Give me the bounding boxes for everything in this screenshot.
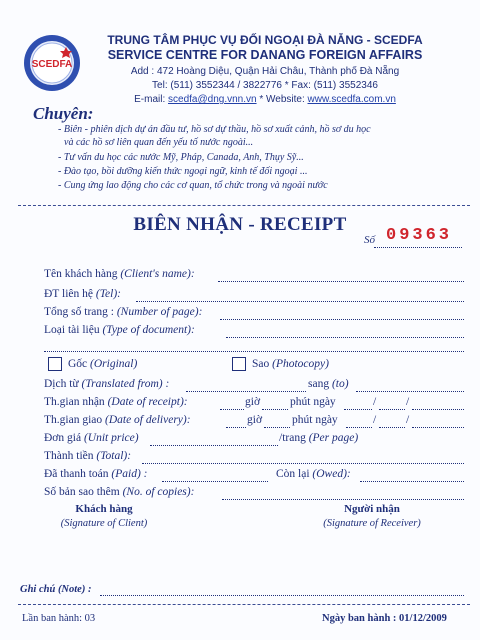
paid-label: Đã thanh toán (Paid) :	[44, 468, 148, 480]
org-tel-fax: Tel: (511) 3552344 / 3822776 * Fax: (511) 3552346	[152, 80, 378, 91]
receipt-minute-field[interactable]	[262, 409, 288, 410]
receipt-minute-day-unit: phút ngày	[290, 396, 336, 408]
translated-from-field[interactable]	[186, 391, 306, 392]
service-item: - Tư vấn du học các nước Mỹ, Pháp, Canada, Anh, Thụy Sỹ...	[58, 152, 304, 163]
email-link[interactable]: scedfa@dng.vnn.vn	[168, 94, 257, 105]
paid-field[interactable]	[162, 481, 268, 482]
original-label: Gốc (Original)	[68, 358, 138, 370]
delivery-date-label: Th.gian giao (Date of delivery):	[44, 414, 191, 426]
divider	[18, 205, 470, 206]
receipt-date-label: Th.gian nhận (Date of receipt):	[44, 396, 188, 408]
translated-to-label: sang (to)	[308, 378, 349, 390]
client-name-field[interactable]	[218, 281, 464, 282]
receiver-signature-caption: (Signature of Receiver)	[323, 518, 421, 529]
org-name-vi: TRUNG TÂM PHỤC VỤ ĐỐI NGOẠI ĐÀ NẴNG - SCEDFA	[107, 33, 423, 47]
delivery-year-field[interactable]	[412, 427, 464, 428]
receipt-hour-field[interactable]	[220, 409, 244, 410]
doc-type-label: Loại tài liệu (Type of document):	[44, 324, 195, 336]
website-link[interactable]: www.scedfa.com.vn	[307, 94, 396, 105]
receiver-signature-heading: Người nhận	[344, 503, 400, 515]
pages-field[interactable]	[220, 319, 464, 320]
delivery-month-field[interactable]	[379, 427, 405, 428]
svg-text:SCEDFA: SCEDFA	[31, 59, 73, 70]
pages-label: Tổng số trang : (Number of page):	[44, 306, 203, 318]
services-heading: Chuyên:	[33, 104, 94, 123]
service-item: - Cung ứng lao động cho các cơ quan, tổ chức trong và ngoài nước	[58, 180, 328, 191]
total-label: Thành tiền (Total):	[44, 450, 132, 462]
tel-field[interactable]	[136, 301, 464, 302]
receipt-day-field[interactable]	[344, 409, 372, 410]
delivery-minute-field[interactable]	[264, 427, 290, 428]
receipt-slash: /	[373, 396, 377, 408]
receipt-number: 09363	[386, 226, 453, 245]
delivery-slash: /	[373, 414, 377, 426]
delivery-hour-field[interactable]	[226, 427, 246, 428]
receipt-number-label: Số	[364, 234, 375, 246]
photocopy-label: Sao (Photocopy)	[252, 358, 329, 370]
receipt-slash: /	[406, 396, 410, 408]
client-signature-heading: Khách hàng	[75, 503, 133, 515]
website-label: * Website:	[256, 94, 308, 105]
service-item: và các hồ sơ liên quan đến yếu tố nước ngoài...	[64, 137, 254, 148]
owed-label: Còn lại (Owed):	[276, 468, 351, 480]
note-label: Ghi chú (Note) :	[20, 584, 92, 595]
tel-label: ĐT liên hệ (Tel):	[44, 288, 121, 300]
note-field[interactable]	[100, 595, 464, 596]
delivery-minute-day-unit: phút ngày	[292, 414, 338, 426]
per-page-label: /trang (Per page)	[279, 432, 359, 444]
receipt-number-line	[374, 247, 462, 248]
email-label: E-mail:	[134, 94, 169, 105]
edition-number: Lần ban hành: 03	[22, 613, 96, 624]
total-field[interactable]	[142, 463, 464, 464]
divider	[18, 604, 470, 605]
delivery-hour-unit: giờ	[247, 414, 263, 426]
receipt-year-field[interactable]	[412, 409, 464, 410]
service-item: - Biên - phiên dịch dự án đầu tư, hồ sơ dự thầu, hồ sơ xuất cảnh, hồ sơ du học	[58, 124, 371, 135]
org-name-en: SERVICE CENTRE FOR DANANG FOREIGN AFFAIRS	[107, 48, 423, 62]
doc-type-field[interactable]	[226, 337, 464, 338]
scedfa-logo	[22, 33, 82, 93]
translated-from-label: Dịch từ (Translated from) :	[44, 378, 170, 390]
doc-type-field-line2[interactable]	[44, 351, 464, 352]
photocopy-checkbox[interactable]	[232, 357, 246, 371]
unit-price-field[interactable]	[150, 445, 278, 446]
unit-price-label: Đơn giá (Unit price)	[44, 432, 139, 444]
client-name-label: Tên khách hàng (Client's name):	[44, 268, 195, 280]
translated-to-field[interactable]	[356, 391, 464, 392]
receipt-hour-unit: giờ	[245, 396, 261, 408]
owed-field[interactable]	[360, 481, 464, 482]
delivery-day-field[interactable]	[346, 427, 372, 428]
client-signature-caption: (Signature of Client)	[60, 518, 148, 529]
org-address: Add : 472 Hoàng Diệu, Quận Hải Châu, Thành phố Đà Nẵng	[130, 66, 400, 77]
org-contact-web	[100, 94, 430, 105]
receipt-month-field[interactable]	[379, 409, 405, 410]
service-item: - Đào tạo, bồi dưỡng kiến thức ngoại ngữ, kinh tế đối ngoại ...	[58, 166, 308, 177]
issue-date: Ngày ban hành : 01/12/2009	[322, 613, 447, 624]
delivery-slash: /	[406, 414, 410, 426]
copies-label: Số bản sao thêm (No. of copies):	[44, 486, 195, 498]
original-checkbox[interactable]	[48, 357, 62, 371]
receipt-title: BIÊN NHẬN - RECEIPT	[133, 214, 347, 235]
copies-field[interactable]	[222, 499, 464, 500]
